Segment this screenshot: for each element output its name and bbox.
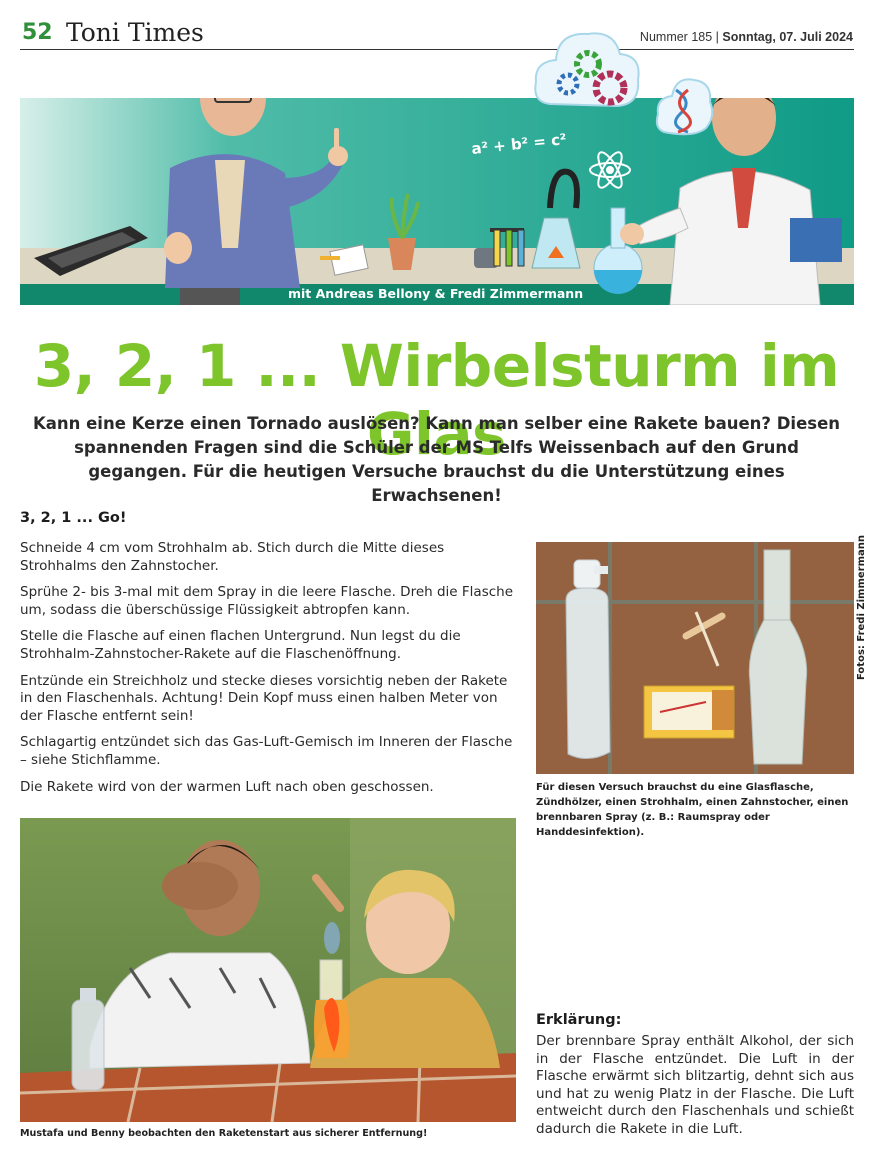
instruction-steps: [20, 540, 520, 805]
gears-cloud-icon: [532, 24, 642, 116]
article-lead: Kann eine Kerze einen Tornado auslösen? Kann man selber eine Rakete bauen? Diesen spannenden Fragen sind die Schüler der MS Telfs Weissenbach auf den Grund gegangen. Für die heutigen Versuche brauchst du die Unterstützung eines Erwachsenen!: [32, 414, 841, 505]
materials-photo-caption: Für diesen Versuch brauchst du eine Glasflasche, Zündhölzer, einen Strohhalm, einen Zahnstocher, einen brennbaren Spray (z. B.: Raumspray oder Handdesinfektion).: [536, 782, 849, 838]
matchbox-icon: [644, 686, 734, 738]
step-5: Schlagartig entzündet sich das Gas-Luft-Gemisch im Inneren der Flasche – siehe Stichflamme.: [20, 734, 513, 768]
formula-text: a² + b² = c²: [470, 130, 568, 158]
step-6: Die Rakete wird von der warmen Luft nach oben geschossen.: [20, 778, 434, 795]
column-byline: mit Andreas Bellony & Fredi Zimmermann: [288, 286, 584, 301]
issue-date: Sonntag, 07. Juli 2024: [722, 30, 853, 44]
section-heading: 3, 2, 1 ... Go!: [20, 510, 127, 526]
issue-separator: |: [715, 30, 719, 44]
issue-line: [640, 30, 853, 44]
explanation-heading: Erklärung:: [536, 1012, 622, 1028]
header-rule: [20, 49, 854, 50]
students-photo-caption: Mustafa und Benny beobachten den Raketenstart aus sicherer Entfernung!: [20, 1128, 428, 1139]
spray-bottle-icon: [72, 988, 104, 1090]
banner-illustration: [20, 98, 854, 305]
article-title: 3, 2, 1 ... Wirbelsturm im Glas: [33, 332, 840, 468]
step-3: Stelle die Flasche auf einen flachen Untergrund. Nun legst du die Strohhalm-Zahnstocher-Rakete auf die Flaschenöffnung.: [20, 628, 461, 662]
students-photo: [20, 818, 516, 1122]
dna-cloud-icon: [654, 72, 716, 142]
materials-photo: [536, 542, 854, 774]
explanation-text: Der brennbare Spray enthält Alkohol, der sich in der Flasche entzündet. Die Luft in der Flasche erwärmt sich blitzartig, dehnt sich aus und hat zu wenig Platz in der Flasche. Die Luft entweicht durch den Flaschenhals und schießt dadurch die Rakete in die Luft.: [536, 1033, 854, 1137]
step-1: Schneide 4 cm vom Strohhalm ab. Stich durch die Mitte dieses Strohhalms den Zahnstocher.: [20, 540, 445, 574]
step-4: Entzünde ein Streichholz und stecke dieses vorsichtig neben der Rakete in den Flaschenhals. Achtung! Dein Kopf muss einen halben Meter von der Flasche entfernt sein!: [20, 672, 508, 724]
step-2: Sprühe 2- bis 3-mal mit dem Spray in die leere Flasche. Dreh die Flasche um, sodass die überschüssige Flüssigkeit abtropfen kann.: [20, 584, 514, 618]
newspaper-name: Toni Times: [66, 18, 204, 47]
column-banner: [20, 98, 854, 305]
photo-credit: Fotos: Fredi Zimmermann: [856, 535, 867, 680]
page-number: 52: [22, 20, 53, 45]
issue-number: Nummer 185: [639, 30, 713, 44]
